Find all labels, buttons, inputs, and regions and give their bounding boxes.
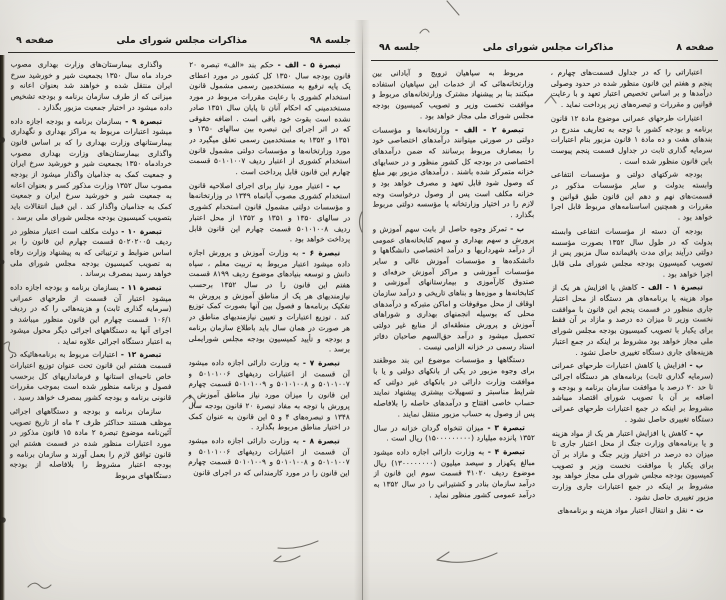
- page-9-column-2: [9, 60, 172, 592]
- header-rule: [8, 52, 355, 53]
- paragraph: [10, 406, 172, 481]
- paragraph-text: اعتبار مورد نیاز برای اجرای اصلاحیه قانون استخدام کشوری مصوب آبانماه ۱۳۴۹ در وزارتخانه‌ها و مؤسسات دولتی مشمول قانون استخدام کشوری در سالهای ۱۳۵۰ و ۱۳۵۱ و ۱۳۵۲ از محل اعتبار ردیف ۵۰۱۰۱۰۰۸ قسمت چهارم این قانون قابل پرداخت خواهد بود .: [188, 180, 351, 244]
- paragraph-text: به وزارت آموزش و پرورش اجازه داده میشود اعتبار مربوط به تربیت معلم ، سپاه دانش و توسعه بنیادهای موضوع ردیف ۸۱۹۹ قسمت هفتم این قانون را در سال ۱۳۵۲ برحسب نیازمندیهای هر یک از مناطق آموزش و پرورش به تفکیک برنامه‌ها و فصول بین آنها بصورت کمک توزیع کند . توزیع اعتبارات و تعیین نیازمندیهای مناطق در هر صورت در همان سال باید باطلاع سازمان برنامه و بودجه و تأیید کمیسیون بودجه مجلس شورایملی برسد .: [188, 247, 351, 354]
- paragraph-text: دستگاهها و مؤسسات موضوع این بند موظفند برای وجوه مزبور در یکی از بانکهای دولتی و یا با موافقت وزارت دارائی در بانکهای غیر دولتی که شرایط مناسبتر و تسهیلات بیشتری پیشنهاد نمایند حساب خاصی افتتاح و درآمدهای حاصله را بلافاصله پس از وصول به حساب مزبور منتقل نمایند .: [373, 355, 535, 419]
- clause-label: تبصرة ۱۲ -: [120, 350, 162, 360]
- paragraph: [189, 60, 351, 178]
- paragraph: [372, 68, 534, 122]
- clause-label: تبصرة ۲ - الف -: [455, 124, 524, 134]
- paragraph-text: بسازمان برنامه و بودجه اجازه داده میشود اعتبار آن قسمت از طرحهای عمرانی (سرمایه گذاری ثابت) و هزینه‌هائی را که در ردیف ۱۰۶/۱ قسمت چهارم این قانون منظور میباشد و اجرای آنها به دستگاههای اجرائی دیگر محول میشود به اعتبار دستگاه اجرائی علاوه نماید .: [9, 282, 172, 346]
- clause-label: تبصرة ۱ - الف -: [641, 282, 703, 293]
- clause-label: تبصرة ۴ -: [487, 446, 525, 457]
- paragraph-text: تمرکز وجوه حاصل از بابت سهم آموزش و پرورش و سهم بهداری و سهم کتابخانه‌های عمومی از درآمد شهرداریها و درآمد اختصاصی دانشگاهها و دانشکده‌ها و مؤسسات آموزش عالی و سایر مؤسسات آموزشی و مراکز آموزش حرفه‌ای و صندوق کارآموزی و بیمارستانهای آموزشی و کتابخانه‌ها و موزه‌ها و بناهای تاریخی و درآمد سازمان اوقاف از محل موقوفات و اماکن متبرکه و درآمدهای محلی که بوسیله انجمنهای بهداری و شوراهای آموزش و پرورش منطقه‌ای از منابع غیر دولتی تحصیل میشود و درآمد حق‌السهم صاحبان دفاتر اسناد رسمی در خزانه الزامی نیست .: [372, 223, 535, 352]
- paragraph: [372, 125, 534, 222]
- page-number: صفحه ۸: [676, 42, 714, 53]
- header-rule: [371, 60, 718, 61]
- page-title: مذاکرات مجلس شورای ملی: [482, 42, 614, 53]
- clause-label: تبصرة ۵ - الف -: [277, 60, 341, 70]
- paragraph: [552, 428, 714, 503]
- paragraph: [10, 350, 172, 404]
- paragraph: [11, 60, 173, 114]
- paragraph-text: کاهش یا افزایش اعتبار هر یک از مواد هزینه و یا برنامه‌های وزارت جنگ از محل اعتبار جاری تا میزان ده درصد در اختیار وزیر جنگ و مازاد بر آن برای یکبار با موافقت نخست وزیر و تصویب کمیسیون بودجه مجلس شورای ملی مجاز خواهد بود مشروط بر اینکه در جمع اعتبارات جاری وزارت مزبور تغییری حاصل نشود .: [551, 427, 714, 502]
- paragraph: [551, 170, 713, 224]
- paragraph-text: به وزارت دارائی اجازه داده میشود آن قسمت از اعتبارات ردیفهای ۵۰۱۰۱۰۰۶ و ۵۰۱۰۱۰۰۷ و ۵۰۱۰۱۰۰۸ و ۵۰۱۰۱۰۰۹ قسمت چهارم این قانون را در مورد کارمندانی که در اجرای قانون: [188, 435, 350, 478]
- paragraph: [373, 355, 535, 420]
- paragraph-text: اعتبارات طرحهای عمرانی موضوع مادة ۱۲ قانون برنامه و بودجه کشور با توجه به تعاریف مندرج در بندهای هفت و ده مادة ۱ قانون مزبور بنام اعتبارات سرمایه گذاری ثابت در جداول قسمت پنجم پیوست باین قانون منظور شده است .: [550, 113, 713, 166]
- paragraph: [10, 283, 172, 348]
- paragraph-text: دولت مکلف است اعتبار منظور در ردیف ۵۰۲۰۲۰۰۵ قسمت چهارم این قانون را بر اساس ضوابط و ترتیباتی که به پیشنهاد وزارت رفاه به تصویب کمیسیون بودجه مجلس شورای ملی خواهد رسید بمصرف برساند .: [10, 226, 172, 279]
- paragraph: [373, 224, 535, 353]
- paragraph-text: افزایش یا کاهش اعتبارات طرحهای عمرانی (سرمایه گذاری ثابت) برنامه‌های هر دستگاه اجرائی تا حد ۲۰ درصد با موافقت سازمان برنامه و بودجه و اضافه بر آن با تصویب شورای اقتصاد میباشد مشروط بر اینکه در جمع اعتبارات طرحهای عمرانی دستگاه تغییری حاصل نشود .: [551, 360, 714, 424]
- paragraph-text: میزان تنخواه گردان خزانه در سال ۱۳۵۲ پانزده میلیارد (۱۵۰۰۰۰۰۰۰۰۰) ریال است .: [373, 422, 535, 443]
- page-8-header: [379, 42, 714, 53]
- clause-label: ب -: [326, 181, 341, 191]
- paragraph-text: کاهش یا افزایش هر یک از مواد هزینه یا برنامه‌های هر دستگاه از محل اعتبار جاری منظور در قسمت پنجم این قانون با موافقت نخست وزیر تا میزان ده درصد و مازاد بر آن فقط برای یکبار با تصویب کمیسیون بودجه مجلس شورای ملی مجاز خواهد بود مشروط بر اینکه در جمع اعتبار هزینه‌های جاری دستگاه تغییری حاصل نشود .: [551, 283, 714, 357]
- page-8: [363, 0, 726, 600]
- paragraph-text: مربوط به سپاهیان ترویج و آبادانی بین وزارتخانه‌هائی که از خدمات این سپاهیان استفاده میکنند بنا بر پیشنهاد مشترک وزارتخانه‌های مربوط و موافقت نخست وزیر و تصویب کمیسیون بودجه مجلس شورای ملی مجاز خواهد بود .: [372, 68, 534, 121]
- paragraph: [189, 181, 351, 246]
- clause-label: تبصرة ۹ -: [125, 116, 163, 126]
- paragraph-text: سازمان برنامه و بودجه و دستگاههای اجرائی موظف هستند حداکثر ظرف ۲ ماه از تاریخ تصویب آئین‌نامه موضوع تبصرة ۲ مادة ۱۵ قانون مذکور در مورد اعتبارات منظور شده در قسمت هشتم این قانون توافق لازم را بعمل آورند و سازمان برنامه و بودجه اعتبار مشروط را بلافاصله از بودجه دستگاههای مربوط: [9, 406, 172, 480]
- paragraph: [373, 423, 535, 445]
- clause-label: پ -: [689, 427, 704, 437]
- paragraph-text: وزارتخانه‌ها و مؤسسات دولتی در صورتی میتوانند درآمدهای اختصاصی خود را بمصارف مربوط برسانند که ضمن درآمدهای اختصاصی در بودجه کل کشور منظور و در حسابهای خزانه متمرکز شده باشند . درآمدهای مزبور بهر مبلغ که وصول شود قابل تعهد و مصرف خواهد بود و خزانه مکلف است پس از وصول درخواست وجه لازم را در اختیار وزارتخانه یا مؤسسه دولتی مربوط بگذارد .: [372, 124, 535, 220]
- page-gutter-line: [362, 24, 363, 600]
- paragraph-text: به وزارت دارائی اجازه داده میشود آن قسمت از اعتبارات ردیفهای ۵۰۱۰۱۰۰۶ و ۵۰۱۰۱۰۰۷ و ۵۰۱۰۱۰۰۸ و ۵۰۱۰۱۰۰۹ قسمت چهارم این قانون را میزان مورد نیاز مناطق آموزش و پرورش با توجه به مفاد تبصرة ۲۰ قانون بودجه سال ۱۳۴۸ و تبصره‌های ۴ و ۵ این قانون به عنوان کمک در اختیار مناطق مربوط بگذارد .: [188, 358, 350, 432]
- paragraph: [188, 358, 350, 433]
- clause-label: ب -: [510, 223, 525, 233]
- binding-edge-shadow: [0, 55, 5, 600]
- page-9-column-1: [188, 60, 351, 592]
- clause-label: تبصرة ۱۱ -: [121, 282, 162, 293]
- paragraph-text: اعتبارات مربوط به برنامه‌هائیکه در قسمت هشتم این قانون تحت عنوان توزیع اعتبارات خاص ناحیه‌ای استانها و فرمانداریهای کل برحسب فصول و برنامه منظور شده است بموجب مقررات قانونی برنامه و بودجه کشور بمصرف خواهد رسید .: [9, 349, 172, 403]
- paragraph-text: بودجه آن دسته از مؤسسات انتفاعی وابسته بدولت که در طول سال ۱۳۵۲ بصورت مؤسسه دولتی درآیند برای مدت باقیمانده سال مزبور پس از تصویب کمیسیون بودجه مجلس شورای ملی قابل اجرا خواهد بود .: [551, 226, 713, 279]
- paragraph: [551, 283, 713, 358]
- paragraph: [551, 67, 713, 110]
- paragraph-text: به وزارت دارائی اجازه داده میشود مبالغ یکهزار و سیصد میلیون (۱۳۰۰۰۰۰۰۰۰) ریال موضوع ردیف ۴۱۰۲۰ قسمت سوم این قانون از درآمد سازمان بنادر و کشتیرانی را در سال ۱۳۵۲ به درآمد عمومی کشور منظور نماید .: [373, 447, 536, 500]
- clause-label: تبصرة ۱۰ -: [121, 226, 162, 236]
- clause-label: تبصرة ۷ -: [302, 358, 340, 368]
- session-number: جلسه ۹۸: [309, 35, 351, 46]
- clause-label: تبصرة ۳ -: [487, 422, 525, 432]
- paragraph: [10, 226, 172, 280]
- page-8-columns: [372, 67, 714, 592]
- clause-label: ب -: [689, 360, 704, 370]
- page-number: صفحه ۹: [16, 35, 54, 46]
- paragraph: [188, 248, 350, 355]
- paragraph-text: نقل و انتقال اعتبار مواد هزینه و برنامه‌های: [557, 505, 688, 516]
- paragraph: [10, 116, 172, 223]
- clause-label: تبصرة ۶ -: [302, 248, 341, 258]
- paragraph: [551, 226, 713, 280]
- session-number: جلسه ۹۸: [379, 42, 421, 53]
- paragraph-text: اعتباراتی را که در جداول قسمت‌های چهارم ، پنجم و هفتم این قانون منظور شده در حدود وصولی درآمدها و بر اساس تخصیص اعتبار تعهد و با رعایت قوانین و مقررات و تبصره‌های زیر پرداخت نماید .: [550, 67, 713, 110]
- clause-label: تبصرة ۸ -: [302, 436, 340, 446]
- paragraph: [188, 436, 350, 479]
- clause-label: ت -: [690, 505, 704, 515]
- paragraph-text: واگذاری بیمارستان‌های وزارت بهداری مصوب خرداد ماه سال ۱۳۵۰ بجمعیت شیر و خورشید سرخ ایران منتقل شده و خواهند شد بعنوان اعانه و میزانی که از طرف سازمان برنامه و بودجه تشخیص داده میشود در اختیار جمعیت مزبور بگذارد .: [10, 59, 173, 112]
- page-8-column-1: [551, 67, 714, 592]
- paragraph: [552, 506, 714, 517]
- page-9-columns: [9, 60, 350, 593]
- paragraph: [373, 447, 535, 501]
- page-9-header: [16, 35, 351, 46]
- paragraph-text: بودجه شرکتهای دولتی و مؤسسات انتفاعی وابسته بدولت و سایر مؤسسات مذکور در قسمت‌های نهم و دهم این قانون طبق قوانین و مقررات و همچنین اساسنامه‌های مربوط قابل اجرا خواهد بود .: [550, 169, 713, 222]
- paragraph-text: حکم بند «الف» تبصره ۲۰ قانون بودجه سال ۱۳۵۰ کل کشور در مورد اعطای یک پایه ترفیع به مستخدمین رسمی مشمول قانون استخدام کشوری با رعایت مقررات مربوط در مورد مستخدمینی که احکام آنان تا پایان سال ۱۳۵۱ صادر نشده است بقوت خود باقی است . اضافه حقوقی که در اثر اجرای این تبصره بین سالهای ۱۳۵۰ و ۱۳۵۱ و ۱۳۵۲ به مستخدمین رسمی تعلق میگیرد در مورد وزارتخانه‌ها و مؤسسات دولتی مشمول قانون استخدام کشوری از اعتبار ردیف ۵۰۱۰۱۰۰۷ قسمت چهارم این قانون قابل پرداخت است .: [188, 60, 351, 177]
- page-title: مذاکرات مجلس شورای ملی: [116, 35, 248, 46]
- page-8-column-2: [372, 68, 535, 593]
- paragraph-text: بسازمان برنامه و بودجه اجازه داده میشود اعتبارات مربوط به مراکز بهداری و نگهداری بیمارستانهای وزارت بهداری را که بر اساس قانون واگذاری بیمارستان‌های وزارت بهداری مصوب خردادماه ۱۳۵۰ بجمعیت شیر و خورشید سرخ ایران و جمعیت کمک به جذامیان واگذار میشود از بودجه مصوب سال ۱۳۵۲ وزارت مذکور کسر و بعنوان اعانه به جمعیت شیر و خورشید سرخ ایران و جمعیت کمک به جذامیان واگذار کند . این قبیل انتقالات باید بتصویب کمیسیون بودجه مجلس شورای ملی برسد .: [10, 116, 173, 222]
- paragraph: [551, 113, 713, 167]
- paragraph: [552, 361, 714, 426]
